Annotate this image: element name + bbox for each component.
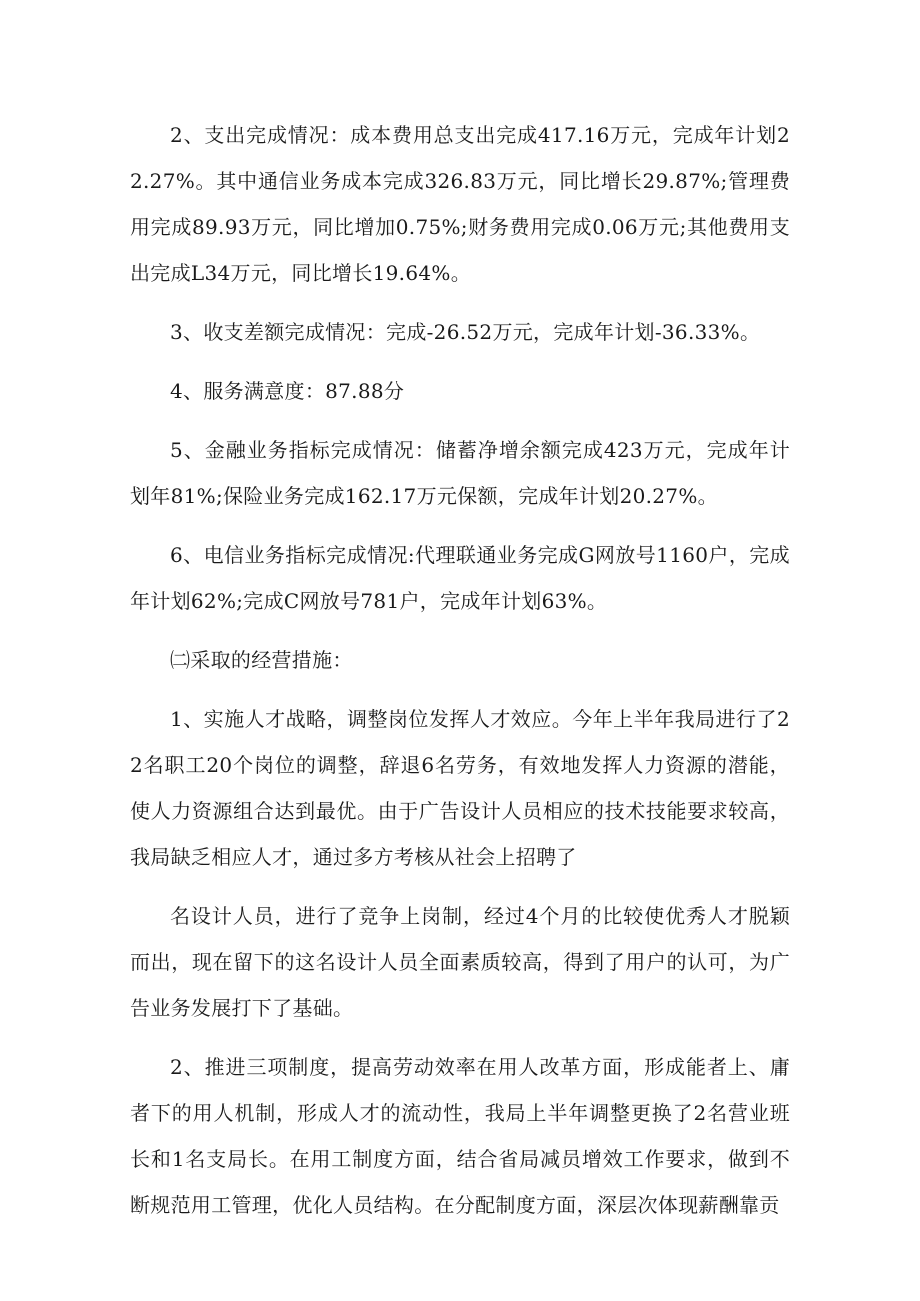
section-heading-measures: ㈡采取的经营措施： — [170, 648, 353, 672]
paragraph-telecom: 6、电信业务指标完成情况:代理联通业务完成G网放号1160户，完成年计划62%;完成C网放号781户，完成年计划63%。 — [130, 543, 790, 613]
paragraph-finance: 5、金融业务指标完成情况：储蓄净增余额完成423万元，完成年计划年81%;保险业务完成162.17万元保额，完成年计划20.27%。 — [130, 438, 790, 508]
paragraph-satisfaction: 4、服务满意度：87.88分 — [170, 379, 405, 403]
paragraph-talent-strategy: 1、实施人才战略，调整岗位发挥人才效应。今年上半年我局进行了22名职工20个岗位的调整，辞退6名劳务，有效地发挥人力资源的潜能，使人力资源组合达到最优。由于广告设计人员相应的技术技能要求较高，我局缺乏相应人才，通过多方考核从社会上招聘了 — [130, 707, 790, 869]
paragraph-expenditure: 2、支出完成情况：成本费用总支出完成417.16万元，完成年计划22.27%。其中通信业务成本完成326.83万元，同比增长29.87%;管理费用完成89.93万元，同比增加0.75%;财务费用完成0.06万元;其他费用支出完成L34万元，同比增长19.64%。 — [130, 123, 790, 285]
document-body — [130, 112, 790, 1228]
paragraph-three-systems: 2、推进三项制度，提高劳动效率在用人改革方面，形成能者上、庸者下的用人机制，形成人才的流动性，我局上半年调整更换了2名营业班长和1名支局长。在用工制度方面，结合省局减员增效工作要求，做到不断规范用工管理，优化人员结构。在分配制度方面，深层次体现薪酬靠贡 — [130, 1055, 790, 1217]
paragraph-balance: 3、收支差额完成情况：完成-26.52万元，完成年计划-36.33%。 — [170, 320, 761, 344]
paragraph-designer: 名设计人员，进行了竞争上岗制，经过4个月的比较使优秀人才脱颖而出，现在留下的这名设计人员全面素质较高，得到了用户的认可，为广告业务发展打下了基础。 — [130, 904, 790, 1020]
